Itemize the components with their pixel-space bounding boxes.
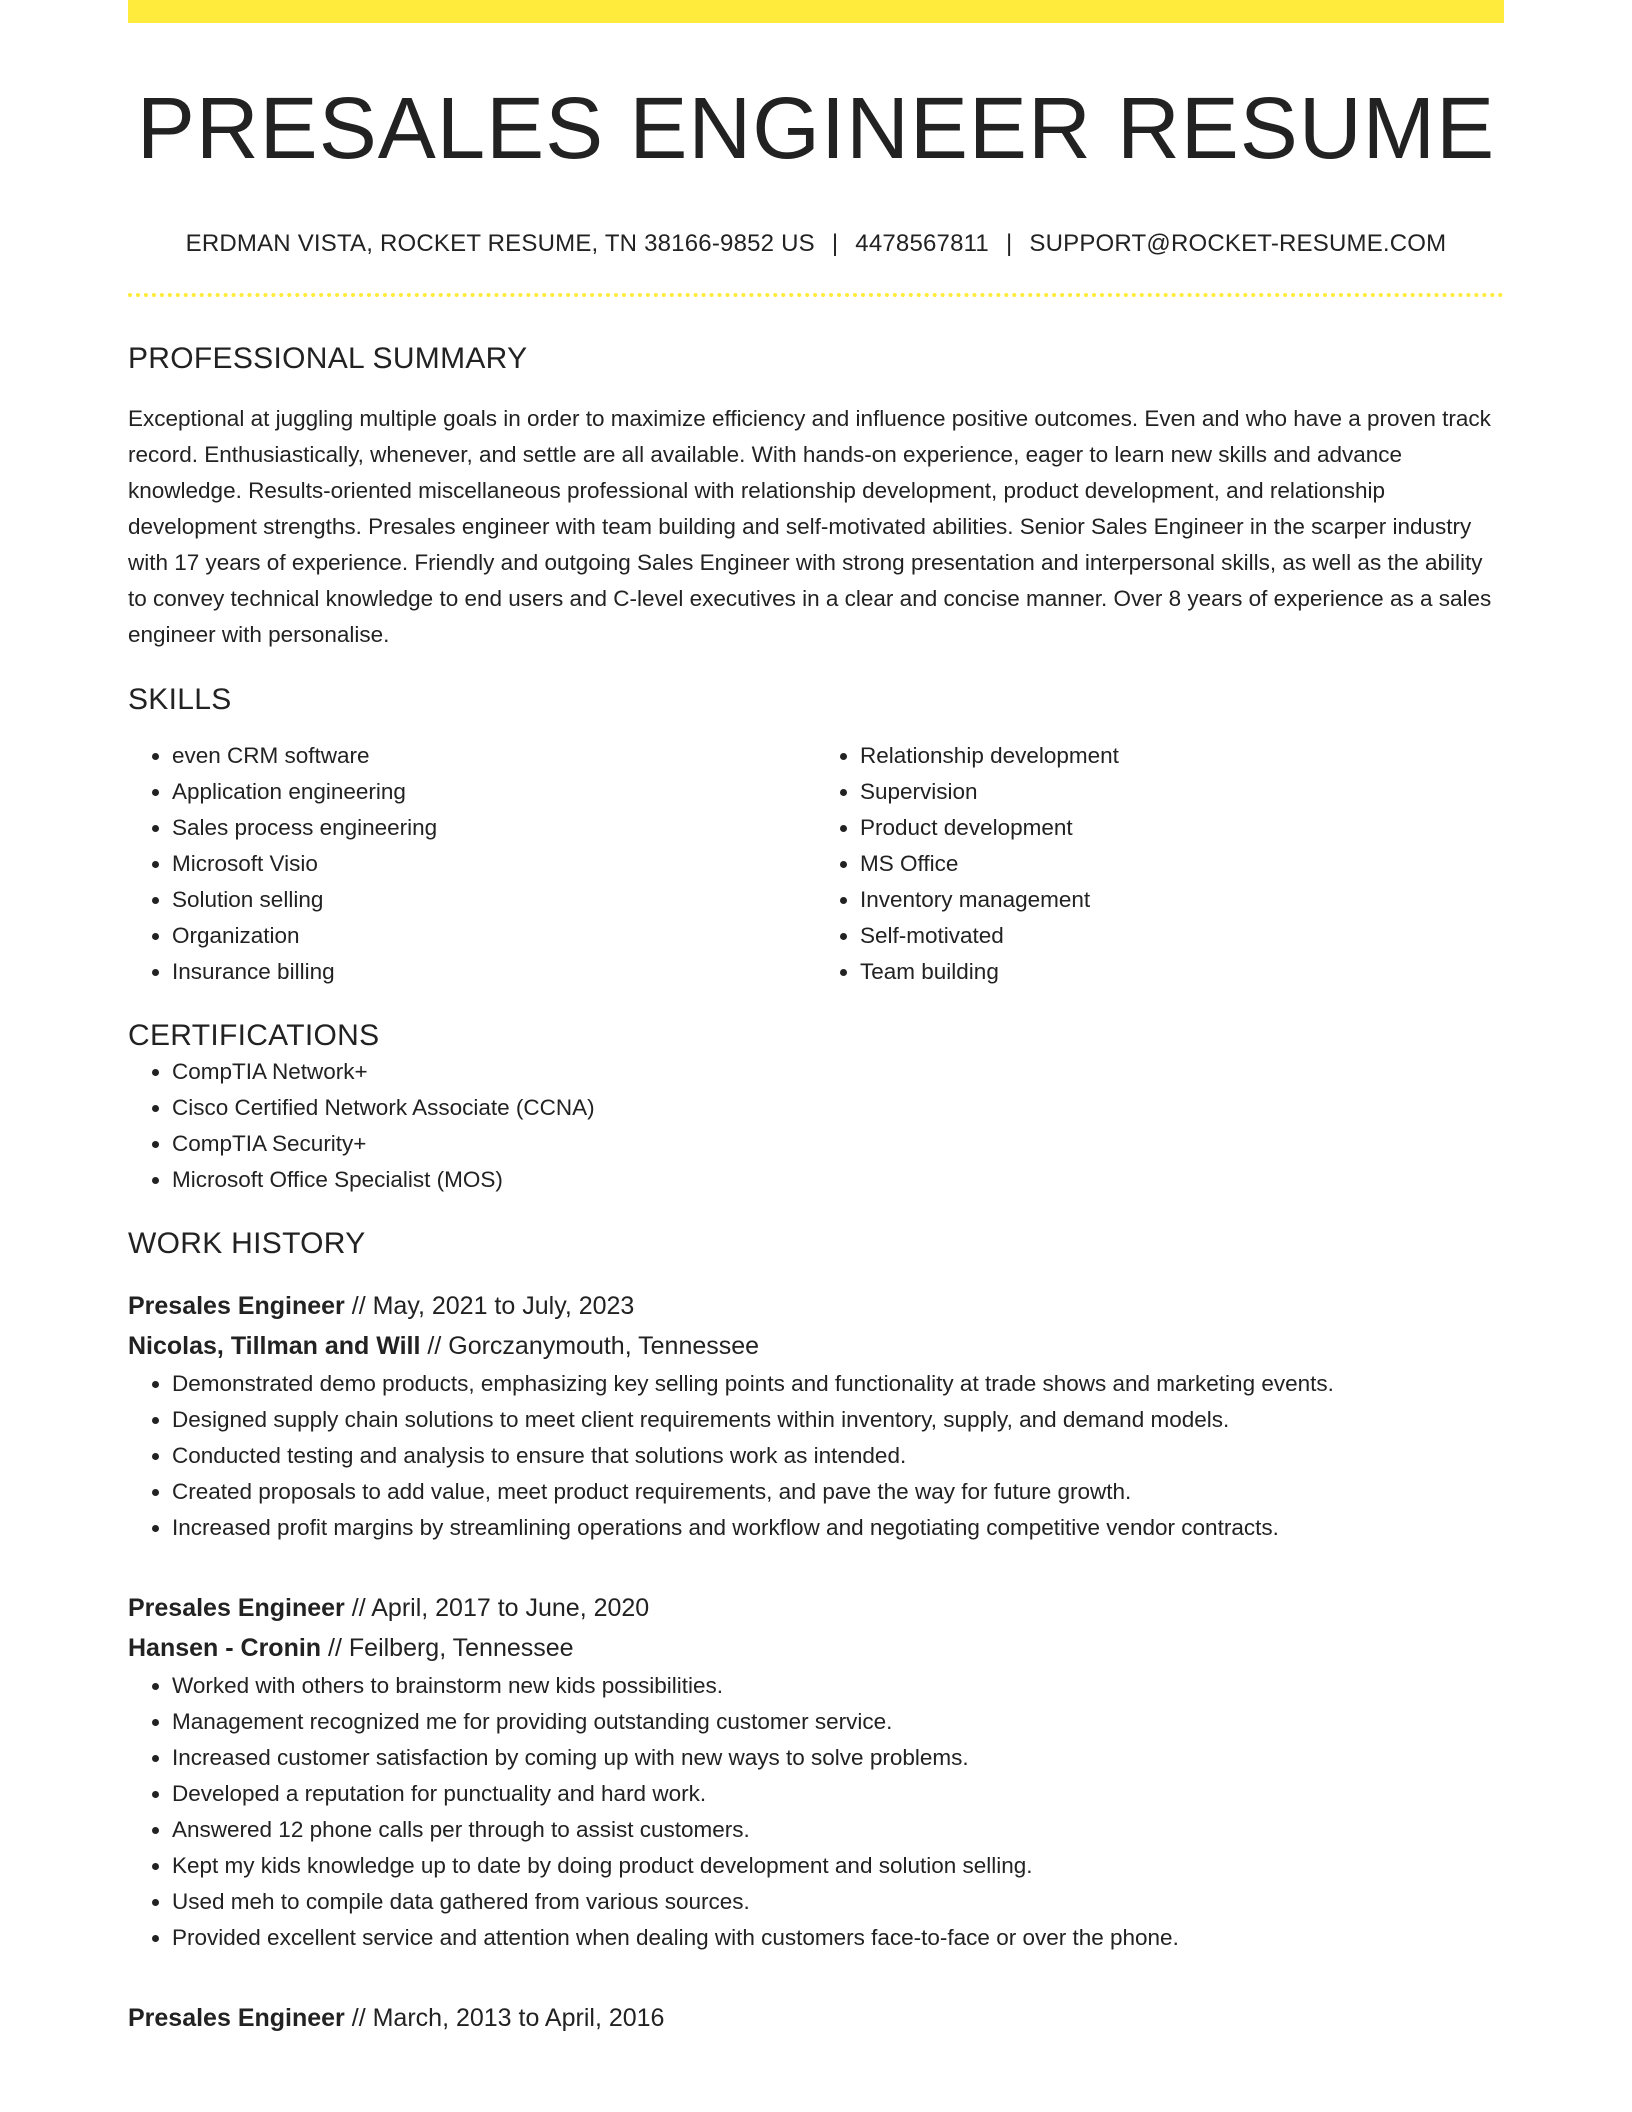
skills-right-column [816, 738, 1504, 990]
job-company: Nicolas, Tillman and Will [128, 1331, 421, 1360]
job-title-line [128, 1588, 1504, 1628]
job-bullet: • Management recognized me for providing outstanding customer service. [172, 1704, 1504, 1740]
certifications-list [128, 1054, 1504, 1198]
top-accent-bar [128, 0, 1504, 23]
contact-separator: | [831, 230, 839, 257]
skill-item: • Microsoft Visio [172, 846, 816, 882]
job-company-line [128, 1326, 1504, 1366]
job-bullet-list [128, 1366, 1504, 1546]
job-separator: // [328, 1633, 342, 1662]
job-company-line [128, 1628, 1504, 1668]
skills-columns [128, 738, 1504, 990]
job-title: Presales Engineer [128, 1593, 345, 1622]
skill-item: • even CRM software [172, 738, 816, 774]
job-location: Feilberg, Tennessee [348, 1633, 574, 1662]
job-bullet: • Worked with others to brainstorm new kids possibilities. [172, 1668, 1504, 1704]
job-location: Gorczanymouth, Tennessee [448, 1331, 760, 1360]
job-dates: May, 2021 to July, 2023 [372, 1291, 635, 1320]
job-title: Presales Engineer [128, 2003, 345, 2032]
job-bullet: • Created proposals to add value, meet product requirements, and pave the way for future growth. [172, 1474, 1504, 1510]
resume-page [128, 0, 1504, 2038]
certification-item: • CompTIA Security+ [172, 1126, 1504, 1162]
job-bullet: • Answered 12 phone calls per through to assist customers. [172, 1812, 1504, 1848]
skills-heading: SKILLS [128, 682, 232, 716]
work-history-heading: WORK HISTORY [128, 1226, 366, 1260]
job-bullet: • Increased customer satisfaction by coming up with new ways to solve problems. [172, 1740, 1504, 1776]
job-title-line [128, 1286, 1504, 1326]
job-bullet: • Provided excellent service and attention when dealing with customers face-to-face or over the phone. [172, 1920, 1504, 1956]
skills-right-list [816, 738, 1504, 990]
skill-item: • Solution selling [172, 882, 816, 918]
job-bullet-list [128, 1668, 1504, 1956]
job-entry [128, 1998, 1504, 2038]
skill-item: • Application engineering [172, 774, 816, 810]
contact-phone: 4478567811 [855, 230, 989, 257]
skill-item: • Supervision [860, 774, 1504, 810]
job-title: Presales Engineer [128, 1291, 345, 1320]
contact-line [128, 230, 1504, 259]
skill-item: • Inventory management [860, 882, 1504, 918]
skill-item: • Relationship development [860, 738, 1504, 774]
page-title: PRESALES ENGINEER RESUME [136, 80, 1496, 177]
job-bullet: • Demonstrated demo products, emphasizing key selling points and functionality at trade shows and marketing events. [172, 1366, 1504, 1402]
header-divider [128, 293, 1504, 297]
certifications-heading: CERTIFICATIONS [128, 1018, 380, 1052]
job-title-line [128, 1998, 1504, 2038]
certification-item: • Cisco Certified Network Associate (CCNA) [172, 1090, 1504, 1126]
job-bullet: • Kept my kids knowledge up to date by doing product development and solution selling. [172, 1848, 1504, 1884]
summary-text: Exceptional at juggling multiple goals in order to maximize efficiency and influence positive outcomes. Even and who have a proven track record. Enthusiastically, whenever, and settle are all available. With hands-on experience, eager to learn new skills and advance knowledge. Results-oriented miscellaneous professional with relationship development, product development, and relationship development strengths. Presales engineer with team building and self-motivated abilities. Senior Sales Engineer in the scarper industry with 17 years of experience. Friendly and outgoing Sales Engineer with strong presentation and interpersonal skills, as well as the ability to convey technical knowledge to end users and C-level executives in a clear and concise manner. Over 8 years of experience as a sales engineer with personalise. [128, 405, 1492, 647]
summary-heading: PROFESSIONAL SUMMARY [128, 341, 528, 375]
job-separator: // [351, 2003, 366, 2032]
skills-left-list [128, 738, 816, 990]
job-dates: March, 2013 to April, 2016 [372, 2003, 665, 2032]
job-entry [128, 1286, 1504, 1546]
contact-separator: | [1005, 230, 1013, 257]
job-separator: // [351, 1593, 366, 1622]
skill-item: • Team building [860, 954, 1504, 990]
skill-item: • Self-motivated [860, 918, 1504, 954]
job-bullet: • Used meh to compile data gathered from various sources. [172, 1884, 1504, 1920]
job-bullet: • Developed a reputation for punctuality and hard work. [172, 1776, 1504, 1812]
job-separator: // [427, 1331, 442, 1360]
job-separator: // [351, 1291, 366, 1320]
skill-item: • Insurance billing [172, 954, 816, 990]
skill-item: • MS Office [860, 846, 1504, 882]
certification-item: • Microsoft Office Specialist (MOS) [172, 1162, 1504, 1198]
job-bullet: • Designed supply chain solutions to meet client requirements within inventory, supply, and demand models. [172, 1402, 1504, 1438]
skills-left-column [128, 738, 816, 990]
contact-email: SUPPORT@ROCKET-RESUME.COM [1029, 230, 1447, 257]
skill-item: • Organization [172, 918, 816, 954]
job-dates: April, 2017 to June, 2020 [371, 1593, 650, 1622]
skill-item: • Sales process engineering [172, 810, 816, 846]
job-bullet: • Conducted testing and analysis to ensure that solutions work as intended. [172, 1438, 1504, 1474]
certification-item: • CompTIA Network+ [172, 1054, 1504, 1090]
skill-item: • Product development [860, 810, 1504, 846]
job-bullet: • Increased profit margins by streamlining operations and workflow and negotiating competitive vendor contracts. [172, 1510, 1504, 1546]
job-entry [128, 1588, 1504, 1956]
job-company: Hansen - Cronin [128, 1633, 322, 1662]
contact-address: ERDMAN VISTA, ROCKET RESUME, TN 38166-9852 US [185, 230, 815, 257]
